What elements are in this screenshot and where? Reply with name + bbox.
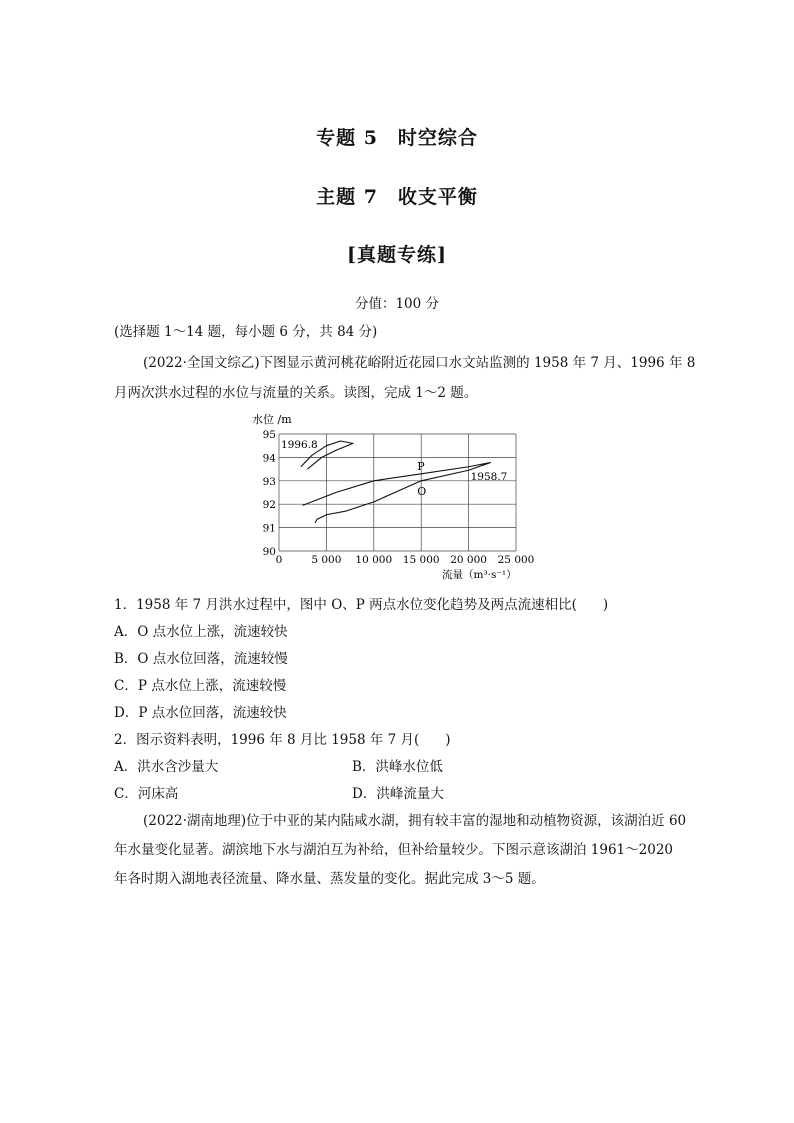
intro1-line1: (2022·全国文综乙)下图显示黄河桃花峪附近花园口水文站监测的 1958 年 7 月、1996 年 8 <box>143 355 696 371</box>
x-tick-label: 15 000 <box>402 554 440 566</box>
intro2-line3: 年各时期入湖地表径流量、降水量、蒸发量的变化。据此完成 3～5 题。 <box>114 871 545 887</box>
series-label-1996-8: 1996.8 <box>281 439 318 451</box>
y-tick-label: 94 <box>262 452 276 465</box>
instructions-line: (选择题 1～14 题，每小题 6 分，共 84 分) <box>114 324 378 340</box>
chart-grid <box>279 434 516 551</box>
x-tick-label: 10 000 <box>355 554 393 566</box>
x-tick-label: 5 000 <box>311 554 342 566</box>
point-label-p: P <box>417 459 425 473</box>
intro2-line1: (2022·湖南地理)位于中亚的某内陆咸水湖，拥有较丰富的湿地和动植物资源，该湖泊近 60 <box>143 813 687 829</box>
section-title: [真题专练] <box>347 244 447 266</box>
topic-title: 专题 5 时空综合 <box>316 127 478 149</box>
chart-xlabel: 流量（m³·s⁻¹） <box>442 569 517 581</box>
y-tick-label: 91 <box>262 522 276 535</box>
series-line-1958-7 <box>303 463 491 523</box>
q1-option-d: D．P 点水位回落，流速较快 <box>114 705 287 721</box>
y-tick-label: 93 <box>262 475 276 488</box>
q1-option-b: B．O 点水位回落，流速较慢 <box>114 651 288 667</box>
q1-stem: 1．1958 年 7 月洪水过程中，图中 O、P 两点水位变化趋势及两点流速相比( ) <box>114 597 609 613</box>
y-tick-label: 92 <box>262 499 276 512</box>
q1-option-c: C．P 点水位上涨，流速较慢 <box>114 678 287 694</box>
intro2-line2: 年水量变化显著。湖滨地下水与湖泊互为补给，但补给量较少。下图示意该湖泊 1961～2020 <box>114 842 674 858</box>
chart-x-ticks <box>276 554 535 566</box>
chart-y-ticks <box>263 429 277 558</box>
y-tick-label: 95 <box>262 429 276 441</box>
q2-option-c: C．河床高 <box>114 786 179 802</box>
chart-annotations <box>417 460 426 498</box>
x-tick-label: 20 000 <box>450 554 487 566</box>
water-level-flow-chart <box>250 408 550 583</box>
x-tick-label: 25 000 <box>497 554 535 566</box>
q2-option-d: D．洪峰流量大 <box>352 786 444 802</box>
q2-stem: 2．图示资料表明，1996 年 8 月比 1958 年 7 月( ) <box>114 732 451 748</box>
q2-option-b: B．洪峰水位低 <box>352 759 443 775</box>
series-label-1958-7: 1958.7 <box>470 470 508 483</box>
score-line: 分值：100 分 <box>354 296 440 312</box>
subtopic-title: 主题 7 收支平衡 <box>316 186 478 208</box>
point-label-o: O <box>417 484 427 498</box>
x-tick-label: 0 <box>275 554 283 566</box>
chart-ylabel: 水位 /m <box>252 413 292 426</box>
q1-option-a: A．O 点水位上涨，流速较快 <box>114 624 288 640</box>
intro1-line2: 月两次洪水过程的水位与流量的关系。读图，完成 1～2 题。 <box>114 385 478 401</box>
y-tick-label: 90 <box>262 546 276 558</box>
q2-option-a: A．洪水含沙量大 <box>114 759 219 775</box>
